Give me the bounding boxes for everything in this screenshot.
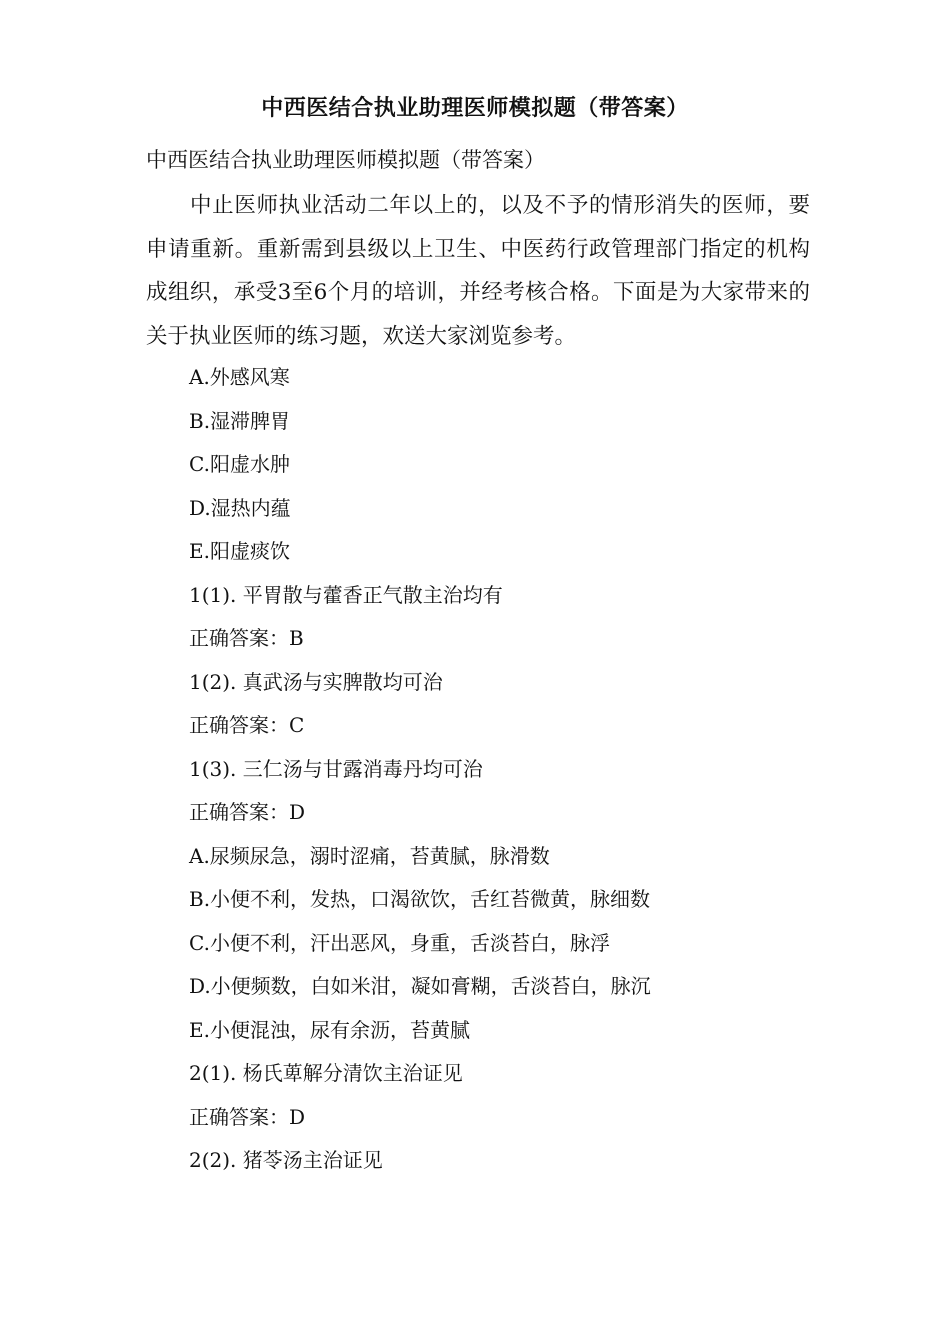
question-line: 1(1). 平胃散与藿香正气散主治均有 (189, 582, 503, 607)
option-line: A.外感风寒 (189, 365, 290, 389)
question-list (189, 356, 651, 1183)
question-line: 1(3). 三仁汤与甘露消毒丹均可治 (189, 756, 483, 781)
document-title: 中西医结合执业助理医师模拟题（带答案） (261, 95, 689, 121)
answer-line: 正确答案：C (189, 713, 305, 737)
option-line: C.小便不利，汗出恶风，身重，舌淡苔白，脉浮 (189, 930, 610, 955)
option-line: D.小便频数，白如米泔，凝如膏糊，舌淡苔白，脉沉 (189, 974, 651, 998)
document-subtitle: 中西医结合执业助理医师模拟题（带答案） (146, 148, 545, 172)
option-line: A.尿频尿急，溺时涩痛，苔黄腻，脉滑数 (189, 843, 550, 868)
answer-line: 正确答案：D (189, 1104, 306, 1129)
question-line: 2(2). 猪苓汤主治证见 (189, 1148, 383, 1172)
option-line: E.阳虚痰饮 (189, 539, 290, 563)
option-line: D.湿热内蕴 (189, 495, 291, 520)
option-line: C.阳虚水肿 (189, 452, 290, 476)
answer-line: 正确答案：D (189, 800, 306, 824)
question-line: 1(2). 真武汤与实脾散均可治 (189, 669, 443, 694)
option-line: B.小便不利，发热，口渴欲饮，舌红苔微黄，脉细数 (189, 887, 651, 911)
option-line: E.小便混浊，尿有余沥，苔黄腻 (189, 1017, 470, 1042)
option-line: B.湿滞脾胃 (189, 408, 291, 433)
answer-line: 正确答案：B (189, 626, 304, 650)
intro-paragraph: 中止医师执业活动二年以上的，以及不予的情形消失的医师，要申请重新。重新需到县级以上卫生、中医药行政管理部门指定的机构成组织，承受3至6个月的培训，并经考核合格。下面是为大家带来的关于执业医师的练习题，欢送大家浏览参考。 (146, 193, 810, 349)
question-line: 2(1). 杨氏萆解分清饮主治证见 (189, 1061, 463, 1085)
